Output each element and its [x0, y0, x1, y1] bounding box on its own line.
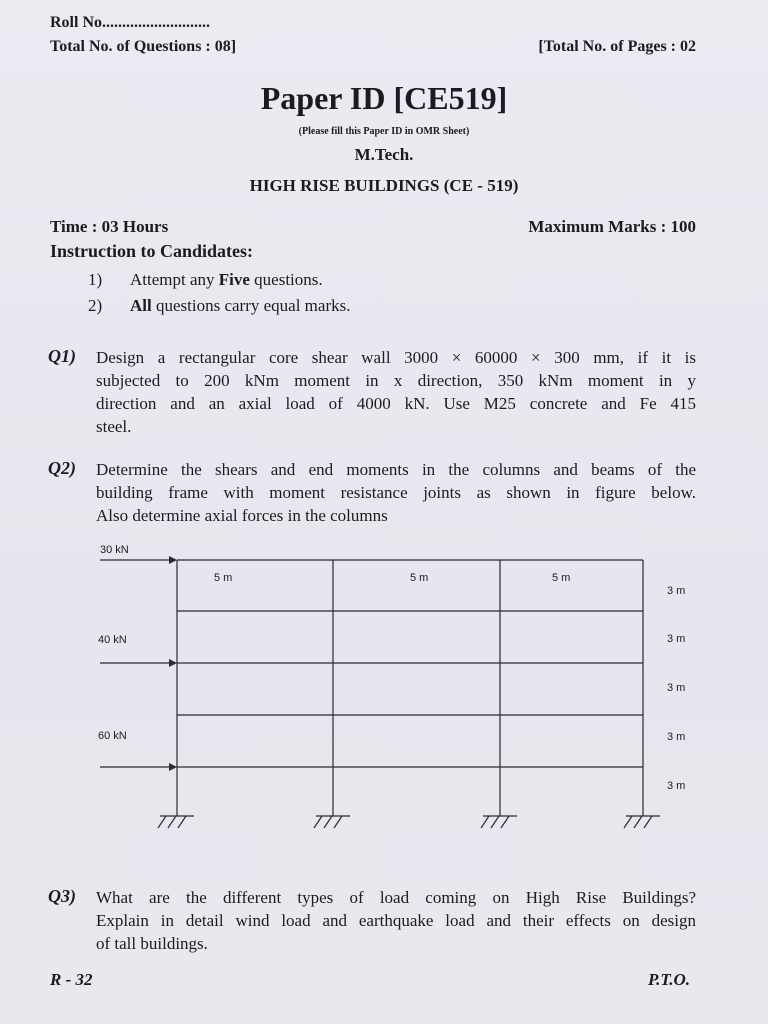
subject-title: HIGH RISE BUILDINGS (CE - 519) [249, 176, 519, 195]
load-label: 60 kN [98, 730, 127, 742]
instruction-number: 1) [88, 270, 103, 289]
arrow-head [169, 763, 177, 771]
omr-note: (Please fill this Paper ID in OMR Sheet) [298, 126, 470, 137]
instruction-number: 2) [88, 296, 103, 315]
height-label: 3 m [667, 780, 686, 792]
fixed-support [481, 816, 517, 828]
height-label: 3 m [667, 585, 686, 597]
span-label: 5 m [410, 572, 429, 584]
arrow-head [169, 659, 177, 667]
question-number: Q2) [48, 458, 76, 478]
height-label: 3 m [667, 633, 686, 645]
paper-id-title: Paper ID [CE519] [260, 80, 508, 116]
span-label: 5 m [214, 572, 233, 584]
arrow-head [169, 556, 177, 564]
instruction-item: Attempt any Five questions. [130, 270, 323, 289]
fixed-support [624, 816, 660, 828]
total-questions: Total No. of Questions : 08] [50, 38, 237, 55]
fixed-support [314, 816, 350, 828]
instruction-item: All questions carry equal marks. [130, 296, 351, 315]
roll-number: Roll No........................... [50, 14, 210, 31]
height-label: 3 m [667, 682, 686, 694]
question-text: What are the different types of load coming on High Rise Buildings? Explain in detail wind load and earthquake load and their effects on design of tall buildings. [96, 888, 696, 953]
question-number: Q3) [48, 886, 76, 906]
exam-time: Time : 03 Hours [50, 217, 169, 236]
degree: M.Tech. [354, 145, 414, 164]
height-label: 3 m [667, 731, 686, 743]
question-text: Determine the shears and end moments in the columns and beams of the building frame with moment resistance joints as shown in figure below. Also determine axial forces in the columns [96, 460, 696, 525]
building-frame-figure [0, 530, 768, 840]
fixed-support [158, 816, 194, 828]
maximum-marks: Maximum Marks : 100 [528, 217, 696, 236]
question-text: Design a rectangular core shear wall 3000 × 60000 × 300 mm, if it is subjected to 200 kNm moment in x direction, 350 kNm moment in y direction and an axial load of 4000 kN. Use M25 concrete and Fe 415 steel. [96, 348, 696, 436]
total-pages: [Total No. of Pages : 02 [538, 38, 696, 55]
paper-code: R - 32 [50, 970, 93, 989]
instructions-heading: Instruction to Candidates: [50, 241, 254, 261]
load-label: 30 kN [100, 544, 129, 556]
page-turn-over: P.T.O. [647, 970, 690, 989]
span-label: 5 m [552, 572, 571, 584]
question-number: Q1) [48, 346, 76, 366]
load-label: 40 kN [98, 634, 127, 646]
